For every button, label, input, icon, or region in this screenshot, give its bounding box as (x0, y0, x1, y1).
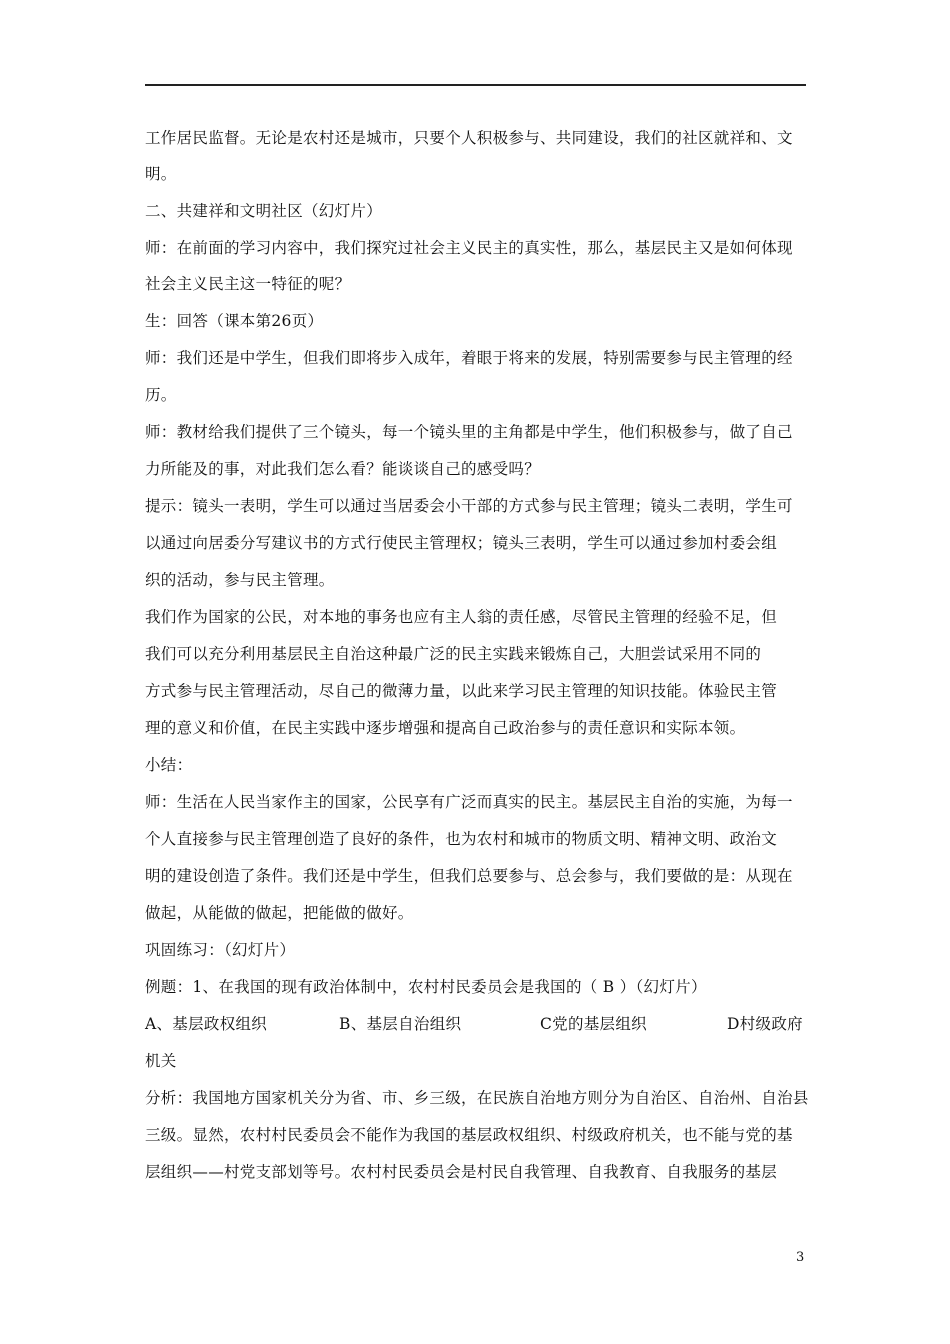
text-line: 理的意义和价值，在民主实践中逐步增强和提高自己政治参与的责任意识和实际本领。 (145, 719, 746, 737)
text-line: 三级。显然，农村村民委员会不能作为我国的基层政权组织、村级政府机关，也不能与党的基 (145, 1126, 793, 1144)
text-line: 小结： (145, 756, 193, 774)
text-line: 层组织——村党支部划等号。农村村民委员会是村民自我管理、自我教育、自我服务的基层 (145, 1163, 778, 1181)
text-line: 方式参与民主管理活动，尽自己的微薄力量，以此来学习民主管理的知识技能。体验民主管 (145, 682, 778, 700)
text-line: 历。 (145, 386, 177, 404)
option-c: C党的基层组织 (540, 1015, 647, 1033)
text-line: 提示：镜头一表明，学生可以通过当居委会小干部的方式参与民主管理；镜头二表明，学生可 (145, 497, 793, 515)
text-line: 师：在前面的学习内容中，我们探究过社会主义民主的真实性，那么，基层民主又是如何体现 (145, 239, 793, 257)
section-heading: 二、共建祥和文明社区（幻灯片） (145, 202, 383, 220)
text-line: 明的建设创造了条件。我们还是中学生，但我们总要参与、总会参与，我们要做的是：从现在 (145, 867, 793, 885)
option-b: B、基层自治组织 (339, 1015, 462, 1033)
page-number: 3 (796, 1250, 805, 1265)
text-line: 明。 (145, 165, 177, 183)
text-line: 生：回答（课本第26页） (145, 312, 324, 330)
text-line: 师：教材给我们提供了三个镜头，每一个镜头里的主角都是中学生，他们积极参与，做了自己 (145, 423, 793, 441)
text-line: 织的活动，参与民主管理。 (145, 571, 335, 589)
option-a: A、基层政权组织 (145, 1015, 268, 1033)
text-line: 我们可以充分利用基层民主自治这种最广泛的民主实践来锻炼自己，大胆尝试采用不同的 (145, 645, 762, 663)
text-line: 师：我们还是中学生，但我们即将步入成年，着眼于将来的发展，特别需要参与民主管理的经 (145, 349, 793, 367)
question-line: 例题：1、在我国的现有政治体制中，农村村民委员会是我国的（ B ）（幻灯片） (145, 978, 707, 996)
text-line: 巩固练习：（幻灯片） (145, 941, 296, 959)
text-line: 师：生活在人民当家作主的国家，公民享有广泛而真实的民主。基层民主自治的实施，为每一 (145, 793, 793, 811)
text-line: 分析：我国地方国家机关分为省、市、乡三级，在民族自治地方则分为自治区、自治州、自治县 (145, 1089, 809, 1107)
text-line: 个人直接参与民主管理创造了良好的条件，也为农村和城市的物质文明、精神文明、政治文 (145, 830, 778, 848)
text-line: 以通过向居委分写建议书的方式行使民主管理权；镜头三表明，学生可以通过参加村委会组 (145, 534, 778, 552)
text-line: 工作居民监督。无论是农村还是城市，只要个人积极参与、共同建设，我们的社区就祥和、文 (145, 129, 793, 147)
text-line: 社会主义民主这一特征的呢？ (145, 275, 351, 293)
header-rule (145, 84, 806, 86)
text-line: 机关 (145, 1052, 177, 1070)
text-line: 做起，从能做的做起，把能做的做好。 (145, 904, 414, 922)
option-d: D村级政府 (727, 1015, 803, 1033)
text-line: 我们作为国家的公民，对本地的事务也应有主人翁的责任感，尽管民主管理的经验不足，但 (145, 608, 778, 626)
text-line: 力所能及的事，对此我们怎么看？能谈谈自己的感受吗？ (145, 460, 541, 478)
